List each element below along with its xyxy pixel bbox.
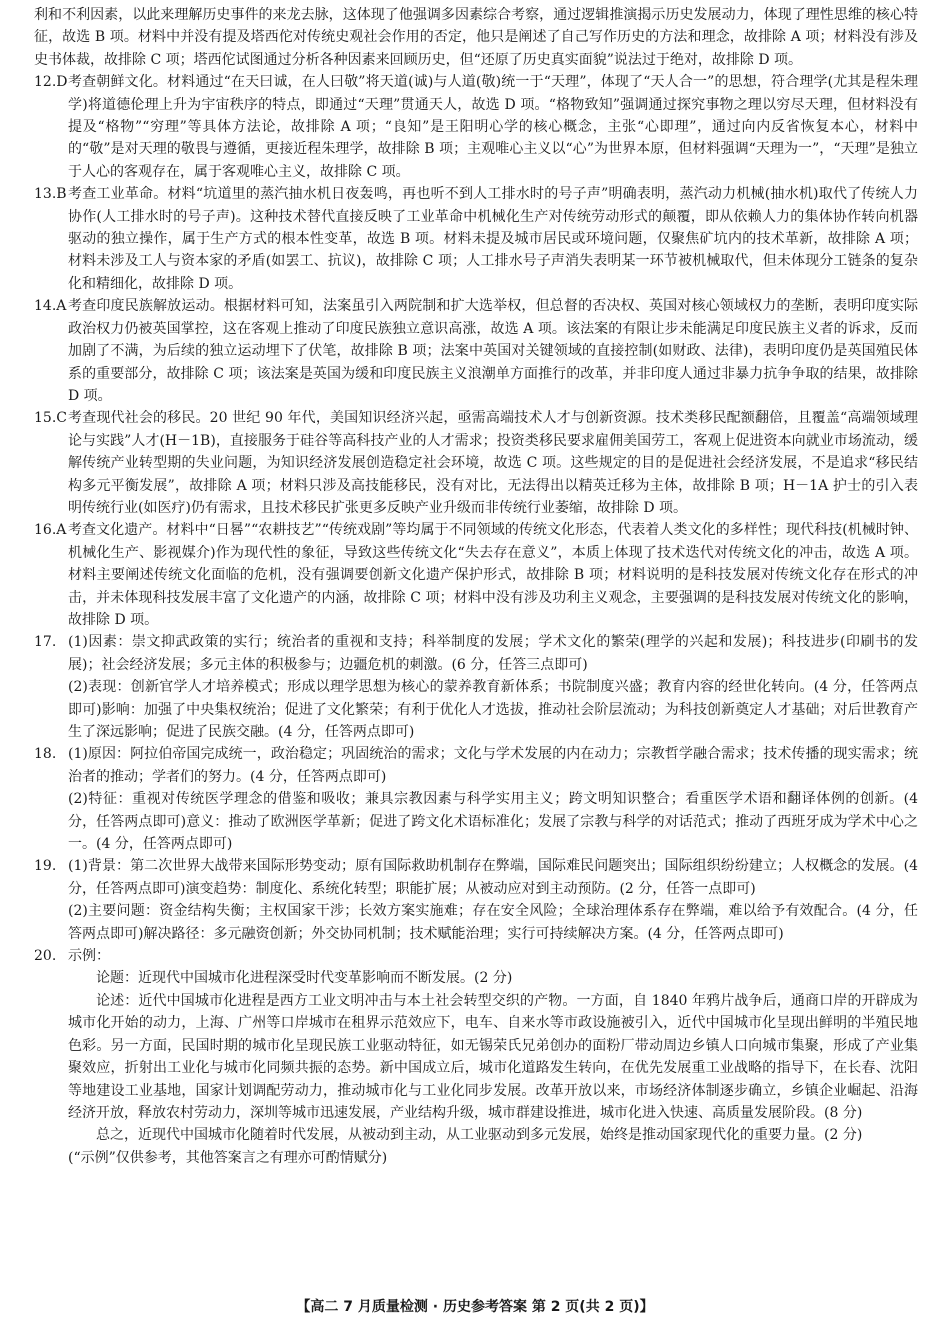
answer-item-14 [34,295,918,407]
item-body [68,743,918,855]
grading-note: (“示例”仅供参考，其他答案言之有理亦可酌情赋分) [68,1149,388,1166]
item-number: 16.A [34,522,67,539]
item-text: 考查印度民族解放运动。根据材料可知，法案虽引入两院制和扩大选举权，但总督的否决权、英国对核心领域权力的垄断，表明印度实际政治权力仍被英国掌控，这在客观上推动了印度民族独立意识高涨，故选 A 项。该法案的有限让步未能满足印度民族主义者的诉求，反而加剧了不满，为后续的独立运动埋下了伏笔，故排除 B 项；法案中英国对关键领域的直接控制(如财政、法律)，表明印度仍是英国殖民体系的重要部分，故排除 C 项；该法案是英国为缓和印度民族主义浪潮单方面推行的改革，并非印度人通过非暴力抗争争取的结果，故排除 D 项。 [68,298,918,404]
essay-thesis: 论题：近现代中国城市化进程深受时代变革影响而不断发展。(2 分) [96,970,513,987]
item-text: 考查朝鲜文化。材料通过“在天曰诚，在人曰敬”将天道(诚)与人道(敬)统一于“天理”，体现了“天人合一”的思想，符合理学(尤其是程朱理学)将道德伦理上升为宇宙秩序的特点，即通过“天理”贯通天人，故选 D 项。“格物致知”强调通过探究事物之理以穷尽天理，但材料没有提及“格物”“穷理”等具体方法论，故排除 A 项；“良知”是王阳明心学的核心概念，主张“心即理”，通过向内反省恢复本心，材料中的“敬”是对天理的敬畏与遵循，更接近程朱理学，故排除 B 项；主观唯心主义以“心”为世界本原，但材料强调“天理为一”，“天理”是独立于人心的客观存在，属于客观唯心主义，故排除 C 项。 [68,74,918,180]
example-label: 示例： [68,948,110,965]
item-number: 14.A [34,298,67,315]
answer-item-17 [34,631,918,743]
item-text: 考查工业革命。材料“坑道里的蒸汽抽水机日夜轰鸣，再也听不到人工排水时的号子声”明确表明，蒸汽动力机械(抽水机)取代了传统人力协作(人工排水时的号子声)。这种技术替代直接反映了工业革命中机械化生产对传统劳动形式的颠覆，即从依赖人力的集体协作转向机器驱动的独立操作，属于生产方式的根本性变革，故选 B 项。材料未提及城市居民或环境问题，仅聚焦矿坑内的技术革新，故排除 A 项；材料未涉及工人与资本家的矛盾(如罢工、抗议)，故排除 C 项；人工排水号子声消失表明某一环节被机械取代，但未体现分工链条的复杂化和精细化，故排除 D 项。 [68,186,918,292]
item-number: 12.D [34,74,68,91]
item-body [68,631,918,743]
answer-item-18 [34,743,918,855]
essay-argument: 论述：近代中国城市化进程是西方工业文明冲击与本土社会转型交织的产物。一方面，自 1840 年鸦片战争后，通商口岸的开辟成为城市化开始的动力，上海、广州等口岸城市在租界示范效应下，电车、自来水等市政设施被引入，近代中国城市化呈现出鲜明的半殖民地色彩。另一方面，民国时期的城市化呈现民族工业驱动特征，如无锡荣氏兄弟创办的面粉厂带动周边乡镇人口向城市集聚，形成了产业集聚效应，折射出工业化与城市化同频共振的态势。新中国成立后，城市化道路发生转向，在优先发展重工业战略的指导下，在长春、沈阳等地建设工业基地，国家计划调配劳动力，推动城市化与工业化同步发展。改革开放以来，市场经济体制逐步确立，乡镇企业崛起、沿海经济开放，释放农村劳动力，深圳等城市迅速发展，产业结构升级，城市群建设推进，城市化进入快速、高质量发展阶段。(8 分) [68,992,918,1121]
item-number: 20. [34,948,57,965]
item-number: 15.C [34,410,67,427]
sub-answer-2: (2)特征：重视对传统医学理念的借鉴和吸收；兼具宗教因素与科学实用主义；跨文明知识整合；看重医学术语和翻译体例的创新。(4 分，任答两点即可)意义：推动了欧洲医学革新；促进了跨文化术语标准化；发展了宗教与科学的对话范式；推动了西班牙成为学术中心之一。(4 分，任答两点即可) [68,791,918,853]
item-text: 考查现代社会的移民。20 世纪 90 年代，美国知识经济兴起，亟需高端技术人才与创新资源。技术类移民配额翻倍，且覆盖“高端领域理论与实践”人才(H－1B)，直接服务于硅谷等高科技产业的人才需求；投资类移民要求雇佣美国劳工，客观上促进资本向就业市场流动，缓解传统产业转型期的失业问题，为知识经济发展创造稳定社会环境，故选 C 项。这些规定的目的是促进社会经济发展，不是追求“移民结构多元平衡发展”，故排除 A 项；材料只涉及高技能移民，没有对比，无法得出以精英迁移为主体，故排除 B 项；H－1A 护士的引入表明传统行业(如医疗)仍有需求，且技术移民扩张更多反映产业升级而非传统行业萎缩，故排除 D 项。 [68,410,918,516]
sub-answer-1: (1)背景：第二次世界大战带来国际形势变动；原有国际救助机制存在弊端，国际难民问题突出；国际组织纷纷建立；人权概念的发展。(4 分，任答两点即可)演变趋势：制度化、系统化转型；职能扩展；从被动应对到主动预防。(2 分，任答一点即可) [68,858,918,897]
sub-answer-2: (2)主要问题：资金结构失衡；主权国家干涉；长效方案实施难；存在安全风险；全球治理体系存在弊端，难以给予有效配合。(4 分，任答两点即可)解决路径：多元融资创新；外交协同机制；技术赋能治理；实行可持续解决方案。(4 分，任答两点即可) [68,903,918,942]
item-body [68,855,918,945]
answer-item-12 [34,71,918,183]
answer-item-19 [34,855,918,945]
sub-answer-2: (2)表现：创新官学人才培养模式；形成以理学思想为核心的蒙养教育新体系；书院制度兴盛；教育内容的经世化转向。(4 分，任答两点即可)影响：加强了中央集权统治；促进了文化繁荣；有利于优化人才选拔，推动社会阶层流动；为科技创新奠定人才基础；对后世教育产生了深远影响；促进了民族交融。(4 分，任答两点即可) [68,679,918,740]
item-body [68,945,918,1169]
item-number: 19. [34,858,57,875]
answer-item-20 [34,945,918,1169]
page-footer: 【高二 7 月质量检测 · 历史参考答案 第 2 页(共 2 页)】 [296,1299,654,1315]
intro-paragraph: 利和不利因素，以此来理解历史事件的来龙去脉，这体现了他强调多因素综合考察，通过逻辑推演揭示历史发展动力，体现了理性思维的核心特征，故选 B 项。材料中并没有提及塔西佗对传统史观社会作用的否定，他只是阐述了自己写作历史的方法和理念，故排除 A 项；材料没有涉及史书体裁，故排除 C 项；塔西佗试图通过分析各种因素来回顾历史，但“还原了历史真实面貌”说法过于绝对，故排除 D 项。 [34,7,918,68]
item-number: 18. [34,746,57,763]
item-text: 考查文化遗产。材料中“日晷”“农耕技艺”“传统戏剧”等均属于不同领域的传统文化形态，代表着人类文化的多样性；现代科技(机械时钟、机械化生产、影视媒介)作为现代性的象征，导致这些传统文化“失去存在意义”，本质上体现了技术迭代对传统文化的冲击，故选 A 项。材料主要阐述传统文化面临的危机，没有强调要创新文化遗产保护形式，故排除 B 项；材料说明的是科技发展对传统文化存在形式的冲击，并未体现科技发展丰富了文化遗产的内涵，故排除 C 项；材料中没有涉及功利主义观念，主要强调的是科技发展对传统文化的影响，故排除 D 项。 [68,522,918,628]
item-number: 13.B [34,186,67,203]
answer-item-13 [34,183,918,295]
sub-answer-1: (1)原因：阿拉伯帝国完成统一，政治稳定；巩固统治的需求；文化与学术发展的内在动力；宗教哲学融合需求；技术传播的现实需求；统治者的推动；学者们的努力。(4 分，任答两点即可) [68,746,918,785]
sub-answer-1: (1)因素：崇文抑武政策的实行；统治者的重视和支持；科举制度的发展；学术文化的繁荣(理学的兴起和发展)；科技进步(印刷书的发展)；社会经济发展；多元主体的积极参与；边疆危机的刺激。(6 分，任答三点即可) [68,634,918,673]
answer-item-16 [34,519,918,631]
essay-conclusion: 总之，近现代中国城市化随着时代发展，从被动到主动，从工业驱动到多元发展，始终是推动国家现代化的重要力量。(2 分) [96,1127,863,1144]
item-number: 17. [34,634,57,651]
answer-item-15 [34,407,918,519]
